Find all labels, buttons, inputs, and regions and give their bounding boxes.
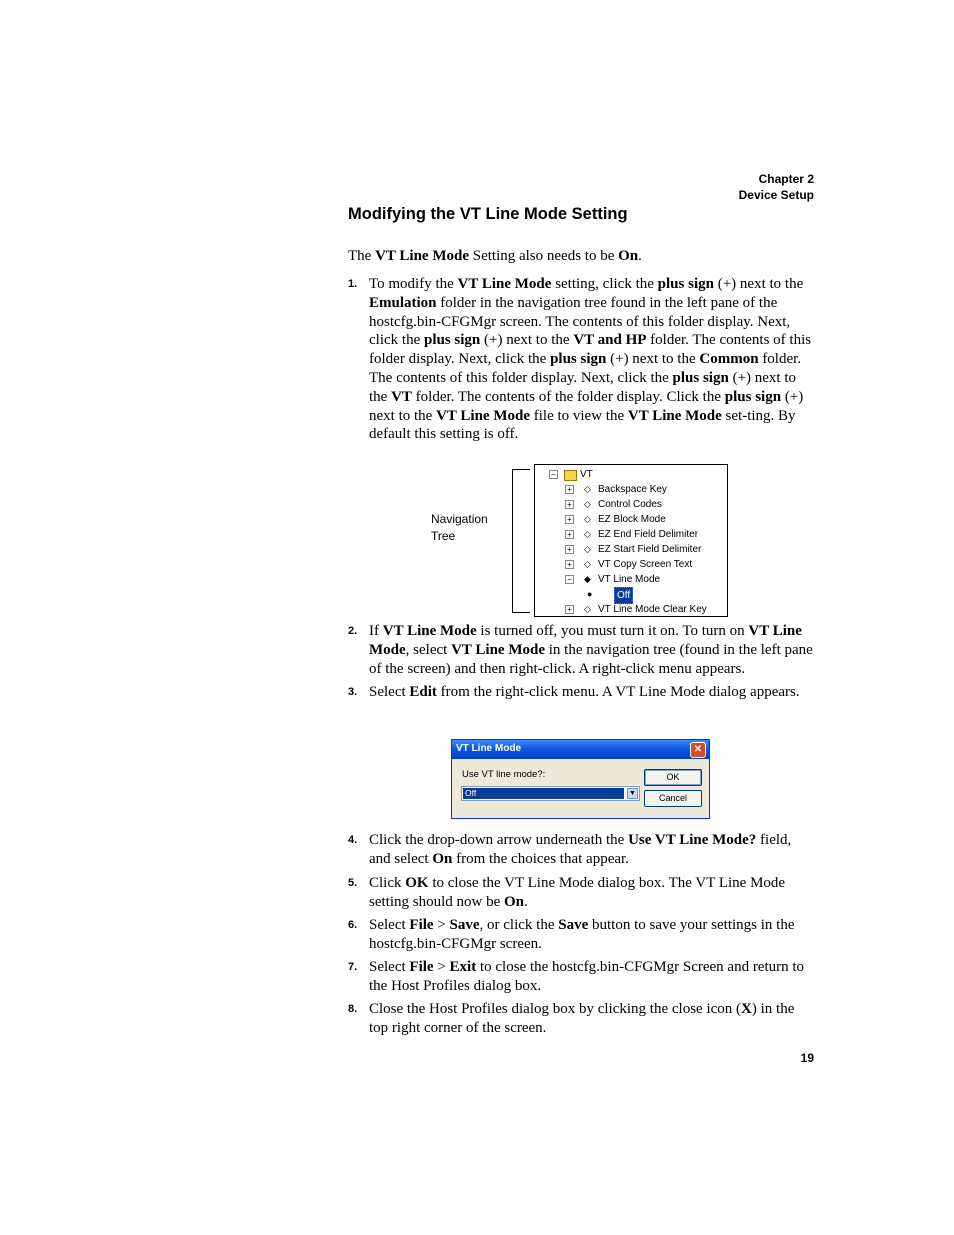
- diamond-icon: ◇: [584, 559, 591, 569]
- step-3: [348, 683, 815, 702]
- step-number: 6.: [348, 919, 358, 931]
- section-title: Modifying the VT Line Mode Setting: [348, 205, 628, 223]
- minus-icon[interactable]: −: [565, 575, 574, 584]
- figure-label-navigation-tree: Navigation Tree: [431, 512, 488, 543]
- step-text: Close the Host Profiles dialog box by clicking the close icon (X) in the top right corner of the screen.: [369, 1001, 795, 1036]
- close-icon[interactable]: ✕: [690, 742, 706, 758]
- field-label: Use VT line mode?:: [462, 769, 546, 780]
- dialog-title: VT Line Mode: [456, 743, 521, 754]
- step-text: Select Edit from the right-click menu. A VT Line Mode dialog appears.: [369, 684, 800, 700]
- dialog-titlebar[interactable]: [452, 740, 709, 759]
- intro-paragraph: The VT Line Mode Setting also needs to be On.: [348, 248, 642, 264]
- bullet-icon: ●: [587, 589, 593, 599]
- plus-icon[interactable]: +: [565, 560, 574, 569]
- ok-button[interactable]: OK: [644, 769, 702, 786]
- step-text: To modify the VT Line Mode setting, click the plus sign (+) next to the Emulation folder in the navigation tree found in the left pane of the hostcfg.bin-CFGMgr screen. The contents of this folder display. Next, click the plus sign (+) next to the VT and HP folder. The contents of this folder display. Next, click the plus sign (+) next to the Common folder. The contents of this folder display. Next, click the plus sign (+) next to the VT folder. The contents of the folder display. Click the plus sign (+) next to the VT Line Mode file to view the VT Line Mode set-ting. By default this setting is off.: [369, 276, 812, 443]
- folder-icon: [564, 470, 577, 481]
- diamond-icon: ◇: [584, 484, 591, 494]
- diamond-icon: ◇: [584, 604, 591, 614]
- step-number: 1.: [348, 278, 358, 290]
- figure-bracket: [512, 469, 530, 613]
- step-4: [348, 831, 815, 869]
- running-header-section: Device Setup: [738, 188, 814, 202]
- step-text: Select File > Exit to close the hostcfg.bin-CFGMgr Screen and return to the Host Profiles dialog box.: [369, 959, 805, 994]
- select-value: Off: [463, 788, 624, 799]
- plus-icon[interactable]: +: [565, 485, 574, 494]
- step-number: 8.: [348, 1003, 358, 1015]
- minus-icon[interactable]: −: [549, 470, 558, 479]
- step-number: 5.: [348, 877, 358, 889]
- running-header-chapter: Chapter 2: [758, 172, 814, 186]
- diamond-icon: ◇: [584, 514, 591, 524]
- step-text: If VT Line Mode is turned off, you must turn it on. To turn on VT Line Mode, select VT Line Mode in the navigation tree (found in the left pane of the screen) and then right-click. A right-click menu appears.: [369, 623, 813, 677]
- step-number: 2.: [348, 625, 358, 637]
- step-number: 4.: [348, 834, 358, 846]
- plus-icon[interactable]: +: [565, 605, 574, 614]
- step-text: Click OK to close the VT Line Mode dialog box. The VT Line Mode setting should now be On.: [369, 875, 786, 910]
- diamond-icon: ◇: [584, 529, 591, 539]
- diamond-icon: ◆: [584, 574, 591, 584]
- step-5: [348, 874, 815, 912]
- step-8: [348, 1000, 815, 1038]
- plus-icon[interactable]: +: [565, 500, 574, 509]
- plus-icon[interactable]: +: [565, 545, 574, 554]
- step-number: 7.: [348, 961, 358, 973]
- step-7: [348, 958, 815, 996]
- step-2: [348, 622, 815, 678]
- vt-line-mode-dialog: [451, 739, 710, 819]
- step-number: 3.: [348, 686, 358, 698]
- plus-icon[interactable]: +: [565, 530, 574, 539]
- step-text: Select File > Save, or click the Save button to save your settings in the hostcfg.bin-CFGMgr screen.: [369, 917, 795, 952]
- navigation-tree-screenshot: − VT + ◇ Backspace Key + ◇ Control Codes + ◇ EZ Block Mode + ◇ EZ End Field Delimiter + ◇ EZ Start Field Delimiter + ◇ VT Copy Screen Text − ◆ VT Line Mode ● Off + ◇ VT Line Mode Clear Key: [534, 464, 728, 617]
- diamond-icon: ◇: [584, 544, 591, 554]
- cancel-button[interactable]: Cancel: [644, 790, 702, 807]
- diamond-icon: ◇: [584, 499, 591, 509]
- plus-icon[interactable]: +: [565, 515, 574, 524]
- dropdown-arrow-icon[interactable]: ▼: [627, 788, 638, 799]
- step-text: Click the drop-down arrow underneath the Use VT Line Mode? field, and select On from the choices that appear.: [369, 832, 792, 867]
- vt-line-mode-select[interactable]: [461, 786, 640, 801]
- step-1: [348, 275, 815, 444]
- step-6: [348, 916, 815, 954]
- page-number: 19: [800, 1051, 814, 1065]
